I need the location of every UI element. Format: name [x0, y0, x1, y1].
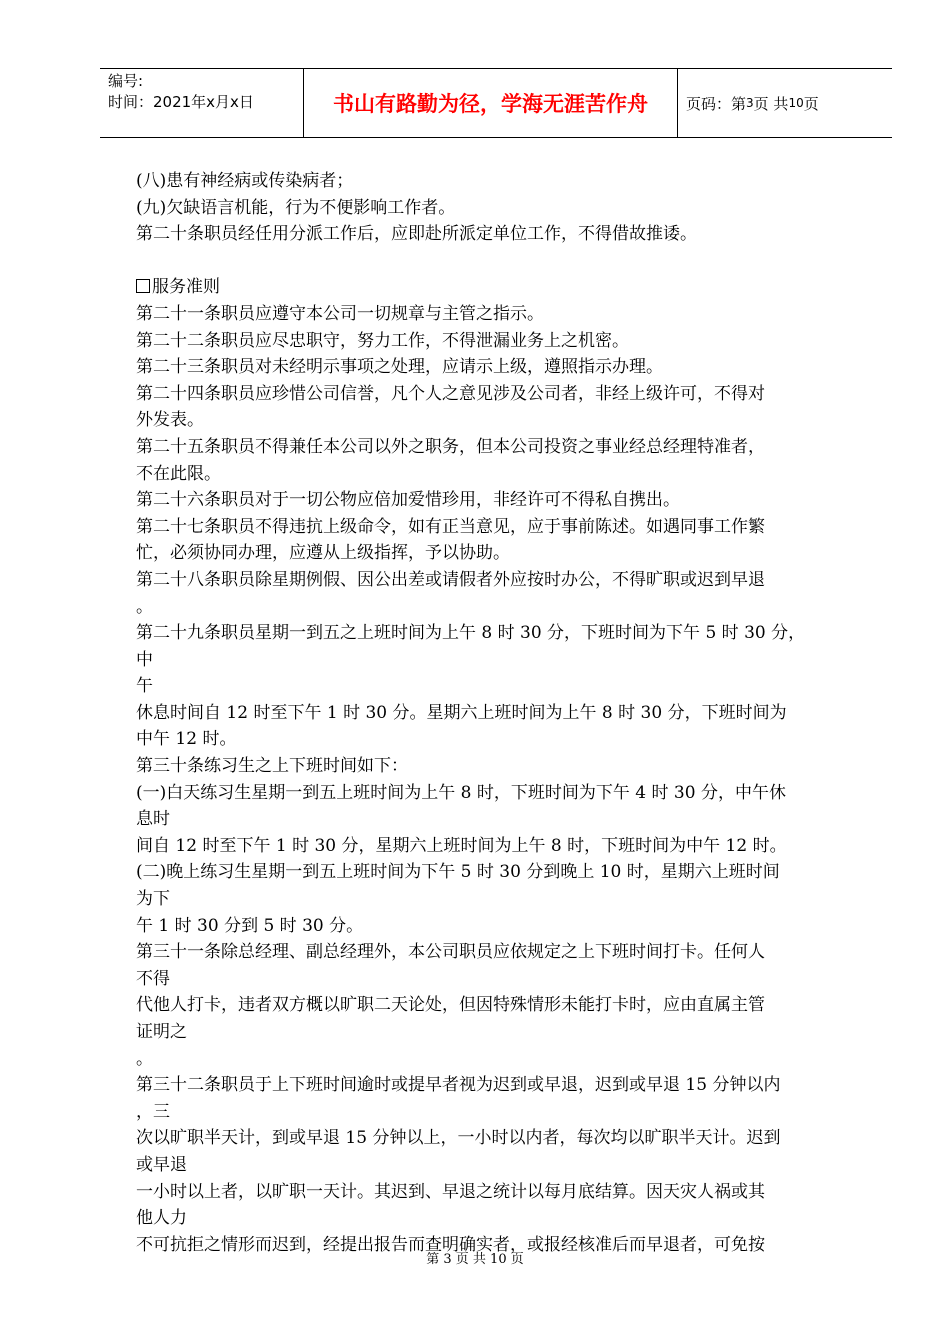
text-line — [136, 301, 876, 328]
text-line-content: 不可抗拒之情形而迟到，经提出报告而查明确实者，或报经核准后而早退者，可免按 — [136, 1234, 765, 1255]
text-line-content: 息时 — [136, 809, 170, 830]
text-line-content: 次以旷职半天计，到或早退 15 分钟以上，一小时以内者，每次均以旷职半天计。迟到 — [136, 1128, 781, 1149]
text-line-content: 第二十四条职员应珍惜公司信誉，凡个人之意见涉及公司者，非经上级许可，不得对 — [136, 383, 765, 404]
text-line — [136, 859, 876, 886]
text-line-content: 午 1 时 30 分到 5 时 30 分。 — [136, 915, 364, 936]
text-line — [136, 647, 876, 674]
text-line — [136, 780, 876, 807]
text-line-content: 忙，必须协同办理，应遵从上级指挥，予以协助。 — [136, 543, 510, 564]
text-line — [136, 833, 876, 860]
text-line — [136, 381, 876, 408]
page-footer: 第 3 页 共 10 页 — [426, 1252, 524, 1267]
text-line — [136, 1019, 876, 1046]
text-line — [136, 594, 876, 621]
text-line — [136, 1205, 876, 1232]
text-line — [136, 966, 876, 993]
text-line — [136, 700, 876, 727]
page-mid: 页 共 — [753, 94, 789, 113]
checkbox-square-icon — [136, 279, 150, 293]
text-line — [136, 939, 876, 966]
text-line — [136, 992, 876, 1019]
text-line — [136, 1152, 876, 1179]
text-line — [136, 567, 876, 594]
text-line — [136, 1099, 876, 1126]
text-line-content: 第三十条练习生之上下班时间如下： — [136, 756, 408, 777]
text-line — [136, 221, 876, 248]
text-line-content: 第二十八条职员除星期例假、因公出差或请假者外应按时办公，不得旷职或迟到早退 — [136, 569, 765, 590]
text-line — [136, 886, 876, 913]
text-line-content: 外发表。 — [136, 410, 204, 431]
text-line — [136, 195, 876, 222]
text-line-content: (九)欠缺语言机能，行为不便影响工作者。 — [136, 197, 456, 218]
text-line — [136, 168, 876, 195]
text-line-content: 或早退 — [136, 1154, 187, 1175]
text-line-content: 第二十条职员经任用分派工作后，应即赴所派定单位工作，不得借故推诿。 — [136, 224, 697, 245]
text-line — [136, 328, 876, 355]
text-line-content: 第二十九条职员星期一到五之上班时间为上午 8 时 30 分，下班时间为下午 5 时 30 分， — [136, 623, 806, 644]
text-line — [136, 753, 876, 780]
time-label: 时间：2021年x月x日 — [108, 93, 254, 111]
header-page-number — [678, 69, 892, 137]
text-line — [136, 726, 876, 753]
text-line-content: 休息时间自 12 时至下午 1 时 30 分。星期六上班时间为上午 8 时 30 分，下班时间为 — [136, 702, 787, 723]
header-meta — [100, 69, 304, 137]
text-line-content: 第二十三条职员对未经明示事项之处理，应请示上级，遵照指示办理。 — [136, 357, 663, 378]
text-line-content: 第二十五条职员不得兼任本公司以外之职务，但本公司投资之事业经总经理特准者， — [136, 436, 765, 457]
text-line-content: 第二十六条职员对于一切公物应倍加爱惜珍用，非经许可不得私自携出。 — [136, 490, 680, 511]
page-label: 页码：第 — [686, 94, 747, 113]
text-line-content: 第二十二条职员应尽忠职守，努力工作，不得泄漏业务上之机密。 — [136, 330, 629, 351]
text-line-content: 证明之 — [136, 1022, 187, 1042]
text-line-content: 第二十一条职员应遵守本公司一切规章与主管之指示。 — [136, 303, 544, 324]
text-line — [136, 407, 876, 434]
text-line — [136, 540, 876, 567]
text-line-content: 第三十二条职员于上下班时间逾时或提早者视为迟到或早退，迟到或早退 15 分钟以内 — [136, 1075, 781, 1096]
text-line — [136, 434, 876, 461]
text-line — [136, 1072, 876, 1099]
text-line-content: 第三十一条除总经理、副总经理外，本公司职员应依规定之上下班时间打卡。任何人 — [136, 942, 765, 963]
text-line-content: (八)患有神经病或传染病者； — [136, 171, 354, 191]
page-header — [100, 68, 892, 138]
text-line — [136, 487, 876, 514]
text-line-content: 一小时以上者，以旷职一天计。其迟到、早退之统计以每月底结算。因天灾人祸或其 — [136, 1181, 765, 1202]
text-line-content: 间自 12 时至下午 1 时 30 分，星期六上班时间为上午 8 时，下班时间为中午 12 时。 — [136, 835, 787, 856]
header-motto: 书山有路勤为径，学海无涯苦作舟 — [304, 69, 678, 137]
text-line-content: 中 — [136, 649, 153, 670]
text-line-content: 。 — [136, 596, 153, 617]
text-line-content: (二)晚上练习生星期一到五上班时间为下午 5 时 30 分到晚上 10 时，星期六上班时间 — [136, 862, 780, 883]
text-line-content: 午 — [136, 676, 153, 697]
text-line-content: 代他人打卡，违者双方概以旷职二天论处，但因特殊情形未能打卡时，应由直属主管 — [136, 995, 765, 1016]
text-line — [136, 1179, 876, 1206]
text-line — [136, 461, 876, 488]
document-body — [136, 168, 876, 1258]
blank-line — [136, 248, 876, 275]
text-line — [136, 620, 876, 647]
text-line — [136, 806, 876, 833]
text-line-content: 他人力 — [136, 1208, 187, 1229]
text-line-content: 。 — [136, 1048, 153, 1069]
text-line-content: 服务准则 — [152, 277, 220, 298]
section-heading — [136, 274, 876, 301]
text-line — [136, 1046, 876, 1073]
text-line-content: 为下 — [136, 889, 170, 910]
text-line — [136, 673, 876, 700]
text-line — [136, 1125, 876, 1152]
text-line — [136, 913, 876, 940]
text-line-content: ，三 — [136, 1101, 170, 1122]
page-total: 10 — [788, 96, 804, 110]
text-line — [136, 514, 876, 541]
text-line — [136, 354, 876, 381]
text-line-content: (一)白天练习生星期一到五上班时间为上午 8 时，下班时间为下午 4 时 30 分，中午休 — [136, 782, 786, 803]
text-line-content: 不在此限。 — [136, 463, 221, 484]
page-end: 页 — [803, 94, 819, 113]
serial-label: 编号: — [108, 72, 144, 90]
page-current: 3 — [746, 96, 754, 110]
text-line-content: 中午 12 时。 — [136, 729, 237, 750]
text-line-content: 第二十七条职员不得违抗上级命令，如有正当意见，应于事前陈述。如遇同事工作繁 — [136, 516, 765, 537]
text-line-content: 不得 — [136, 968, 170, 989]
